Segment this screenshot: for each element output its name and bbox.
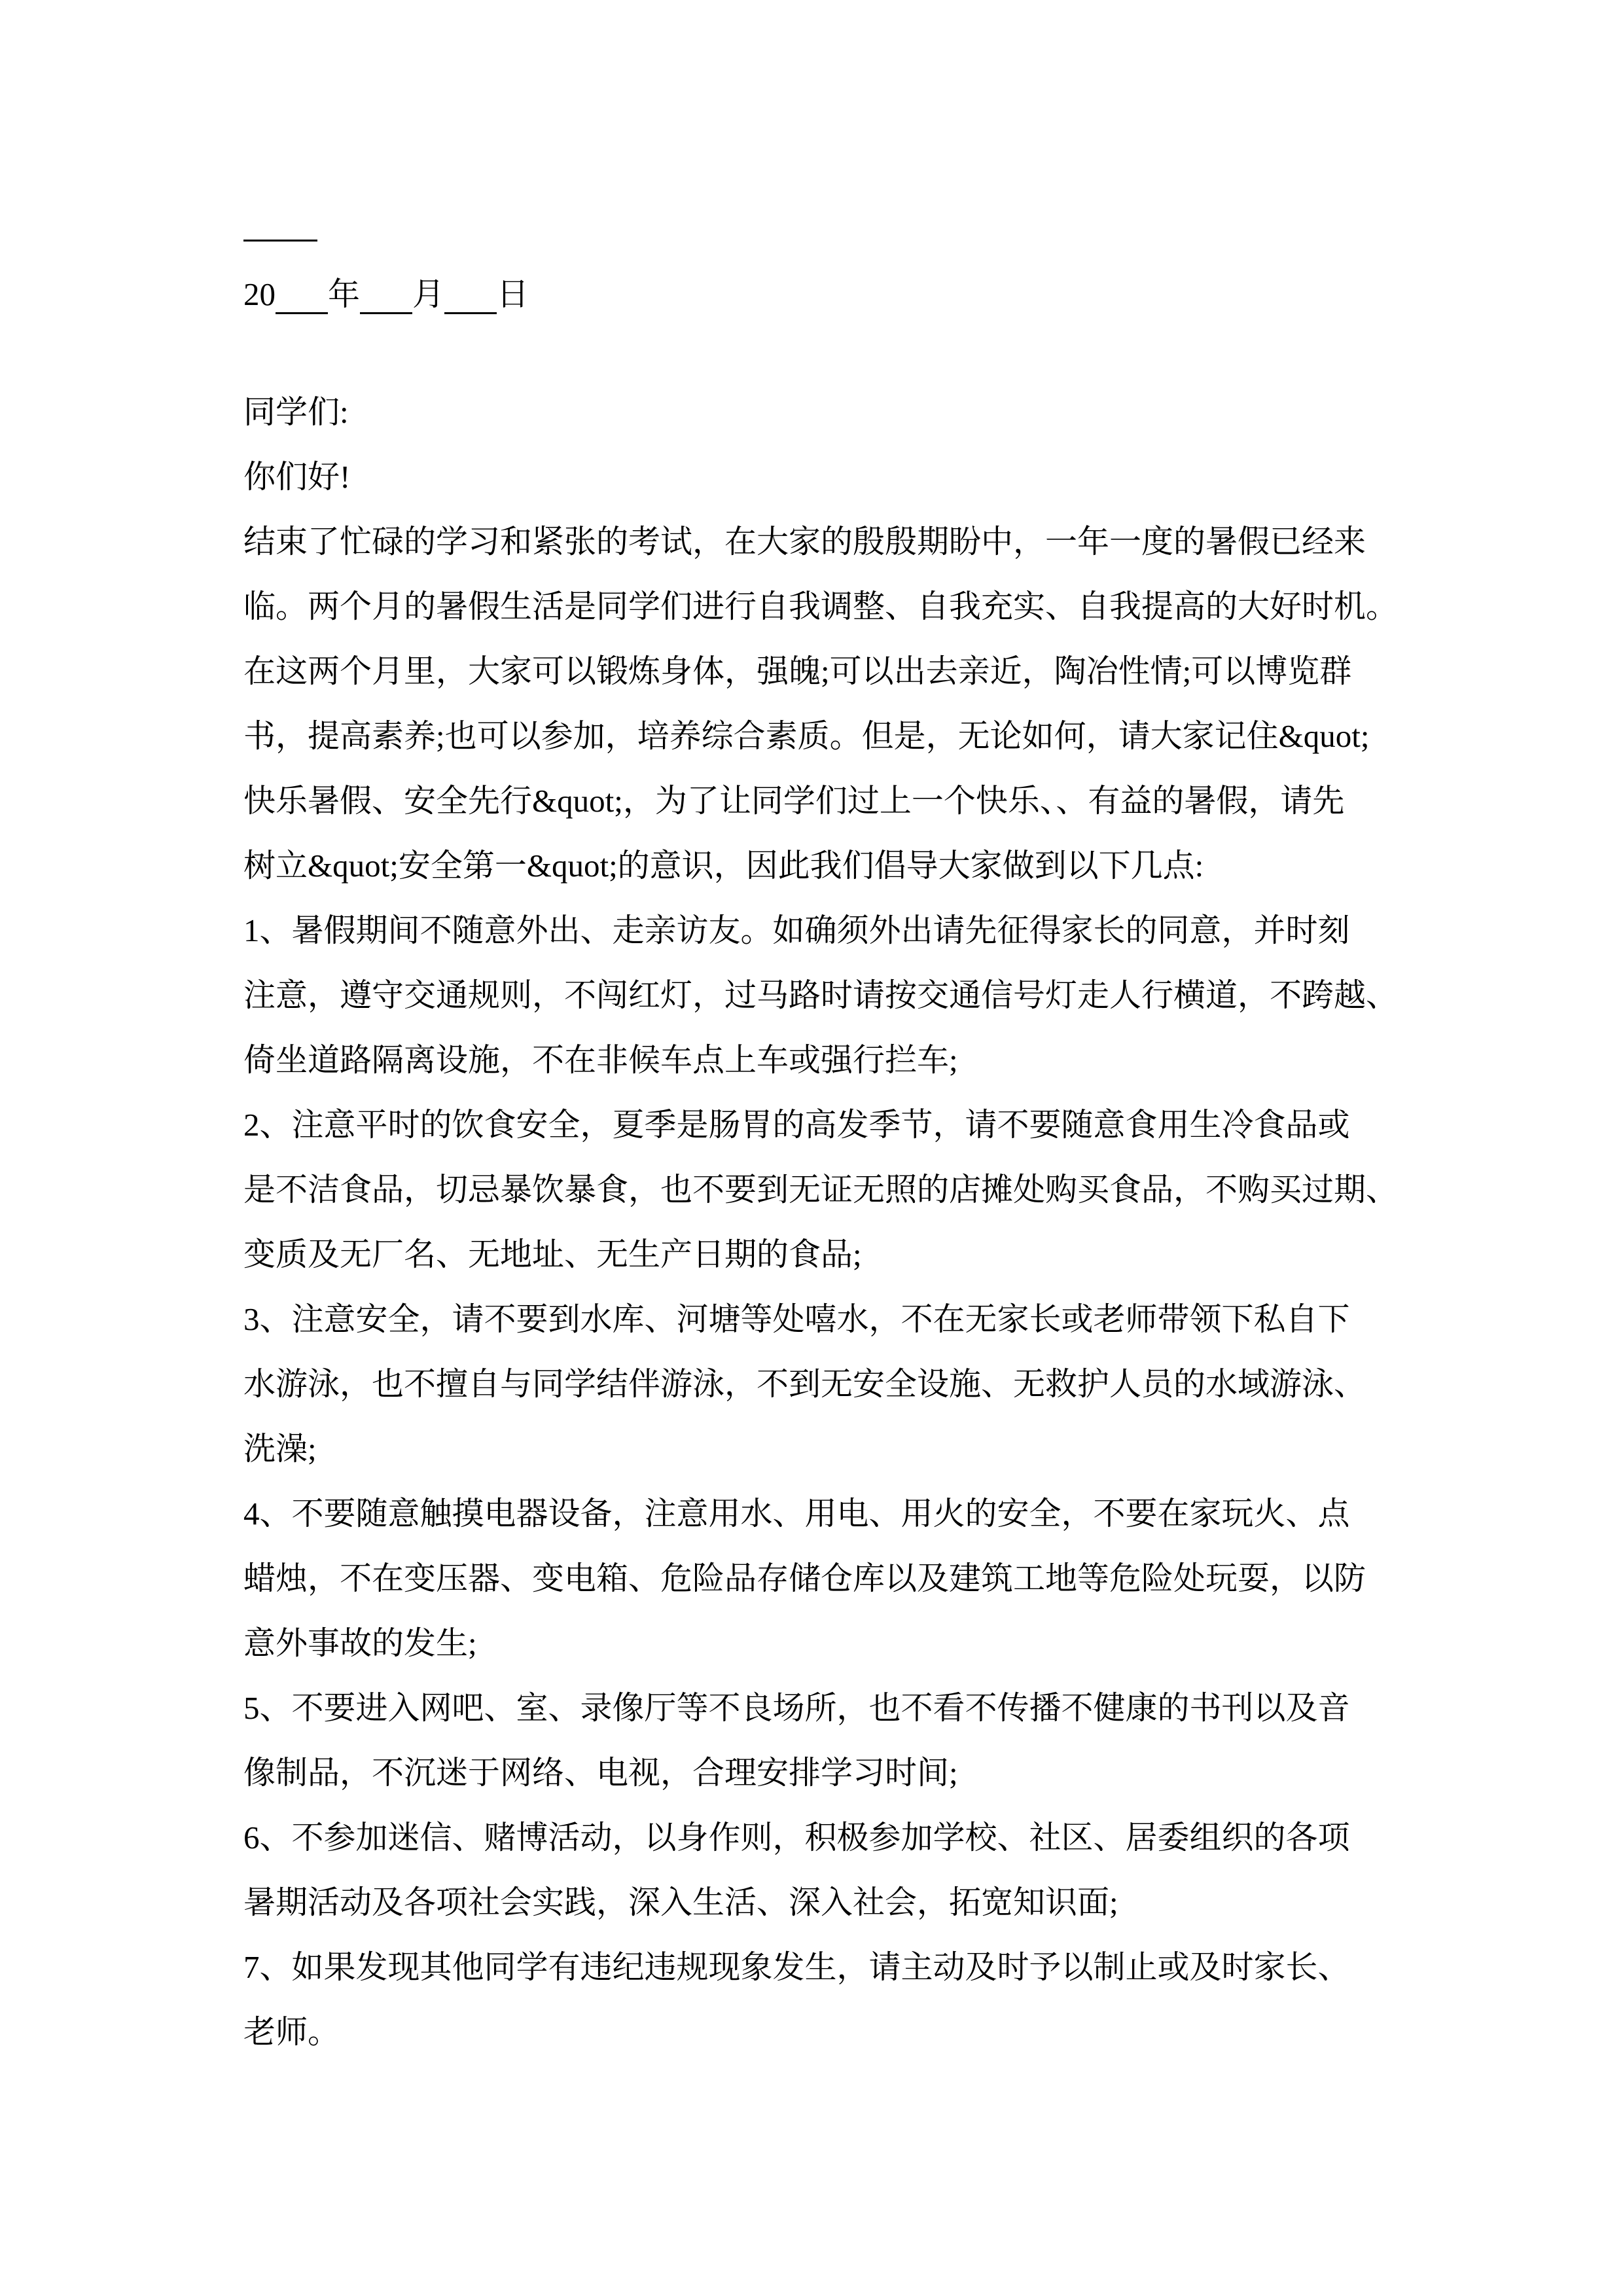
day-label: 日 <box>497 276 529 312</box>
text-line: 4、不要随意触摸电器设备，注意用水、用电、用火的安全，不要在家玩火、点 <box>243 1496 1350 1532</box>
date-line <box>243 272 529 317</box>
text-line: 1、暑假期间不随意外出、走亲访友。如确须外出请先征得家长的同意，并时刻 <box>243 912 1350 948</box>
text-line: 变质及无厂名、无地址、无生产日期的食品; <box>243 1236 862 1272</box>
text-line: 倚坐道路隔离设施，不在非候车点上车或强行拦车; <box>243 1042 958 1078</box>
text-line: 同学们: <box>243 394 349 430</box>
date-prefix: 20 <box>243 276 276 312</box>
text-line: 结束了忙碌的学习和紧张的考试，在大家的殷殷期盼中，一年一度的暑假已经来 <box>243 524 1366 560</box>
letter-body <box>243 380 1399 2064</box>
text-line: 意外事故的发生; <box>243 1625 477 1661</box>
text-line: 是不洁食品，切忌暴饮暴食，也不要到无证无照的店摊处购买食品，不购买过期、 <box>243 1172 1399 1208</box>
text-line: 蜡烛，不在变压器、变电箱、危险品存储仓库以及建筑工地等危险处玩耍，以防 <box>243 1560 1366 1596</box>
day-blank-field <box>444 312 497 314</box>
text-line: 暑期活动及各项社会实践，深入生活、深入社会，拓宽知识面; <box>243 1884 1118 1920</box>
text-line: 快乐暑假、安全先行&quot;，为了让同学们过上一个快乐、、有益的暑假，请先 <box>243 783 1345 819</box>
text-line: 5、不要进入网吧、室、录像厅等不良场所，也不看不传播不健康的书刊以及音 <box>243 1690 1350 1726</box>
signature-blank-line <box>243 240 317 242</box>
text-line: 书，提高素养;也可以参加，培养综合素质。但是，无论如何，请大家记住&quot; <box>243 718 1370 754</box>
year-label: 年 <box>328 276 361 312</box>
text-line: 洗澡; <box>243 1431 317 1467</box>
text-line: 2、注意平时的饮食安全，夏季是肠胃的高发季节，请不要随意食用生冷食品或 <box>243 1107 1350 1143</box>
text-line: 7、如果发现其他同学有违纪违规现象发生，请主动及时予以制止或及时家长、 <box>243 1949 1350 1985</box>
month-blank-field <box>360 312 412 314</box>
month-label: 月 <box>412 276 445 312</box>
text-line: 3、注意安全，请不要到水库、河塘等处嘻水，不在无家长或老师带领下私自下 <box>243 1301 1350 1337</box>
text-line: 在这两个月里，大家可以锻炼身体，强魄;可以出去亲近，陶冶性情;可以博览群 <box>243 653 1352 689</box>
text-line: 6、不参加迷信、赌博活动，以身作则，积极参加学校、社区、居委组织的各项 <box>243 1820 1350 1856</box>
text-line: 树立&quot;安全第一&quot;的意识，因此我们倡导大家做到以下几点: <box>243 848 1204 884</box>
text-line: 像制品，不沉迷于网络、电视，合理安排学习时间; <box>243 1755 958 1791</box>
text-line: 临。两个月的暑假生活是同学们进行自我调整、自我充实、自我提高的大好时机。 <box>243 588 1399 624</box>
year-blank-field <box>276 312 328 314</box>
text-line: 老师。 <box>243 2014 340 2050</box>
text-line: 你们好! <box>243 459 351 495</box>
text-line: 注意，遵守交通规则，不闯红灯，过马路时请按交通信号灯走人行横道，不跨越、 <box>243 977 1399 1013</box>
text-line: 水游泳，也不擅自与同学结伴游泳，不到无安全设施、无救护人员的水域游泳、 <box>243 1366 1366 1402</box>
